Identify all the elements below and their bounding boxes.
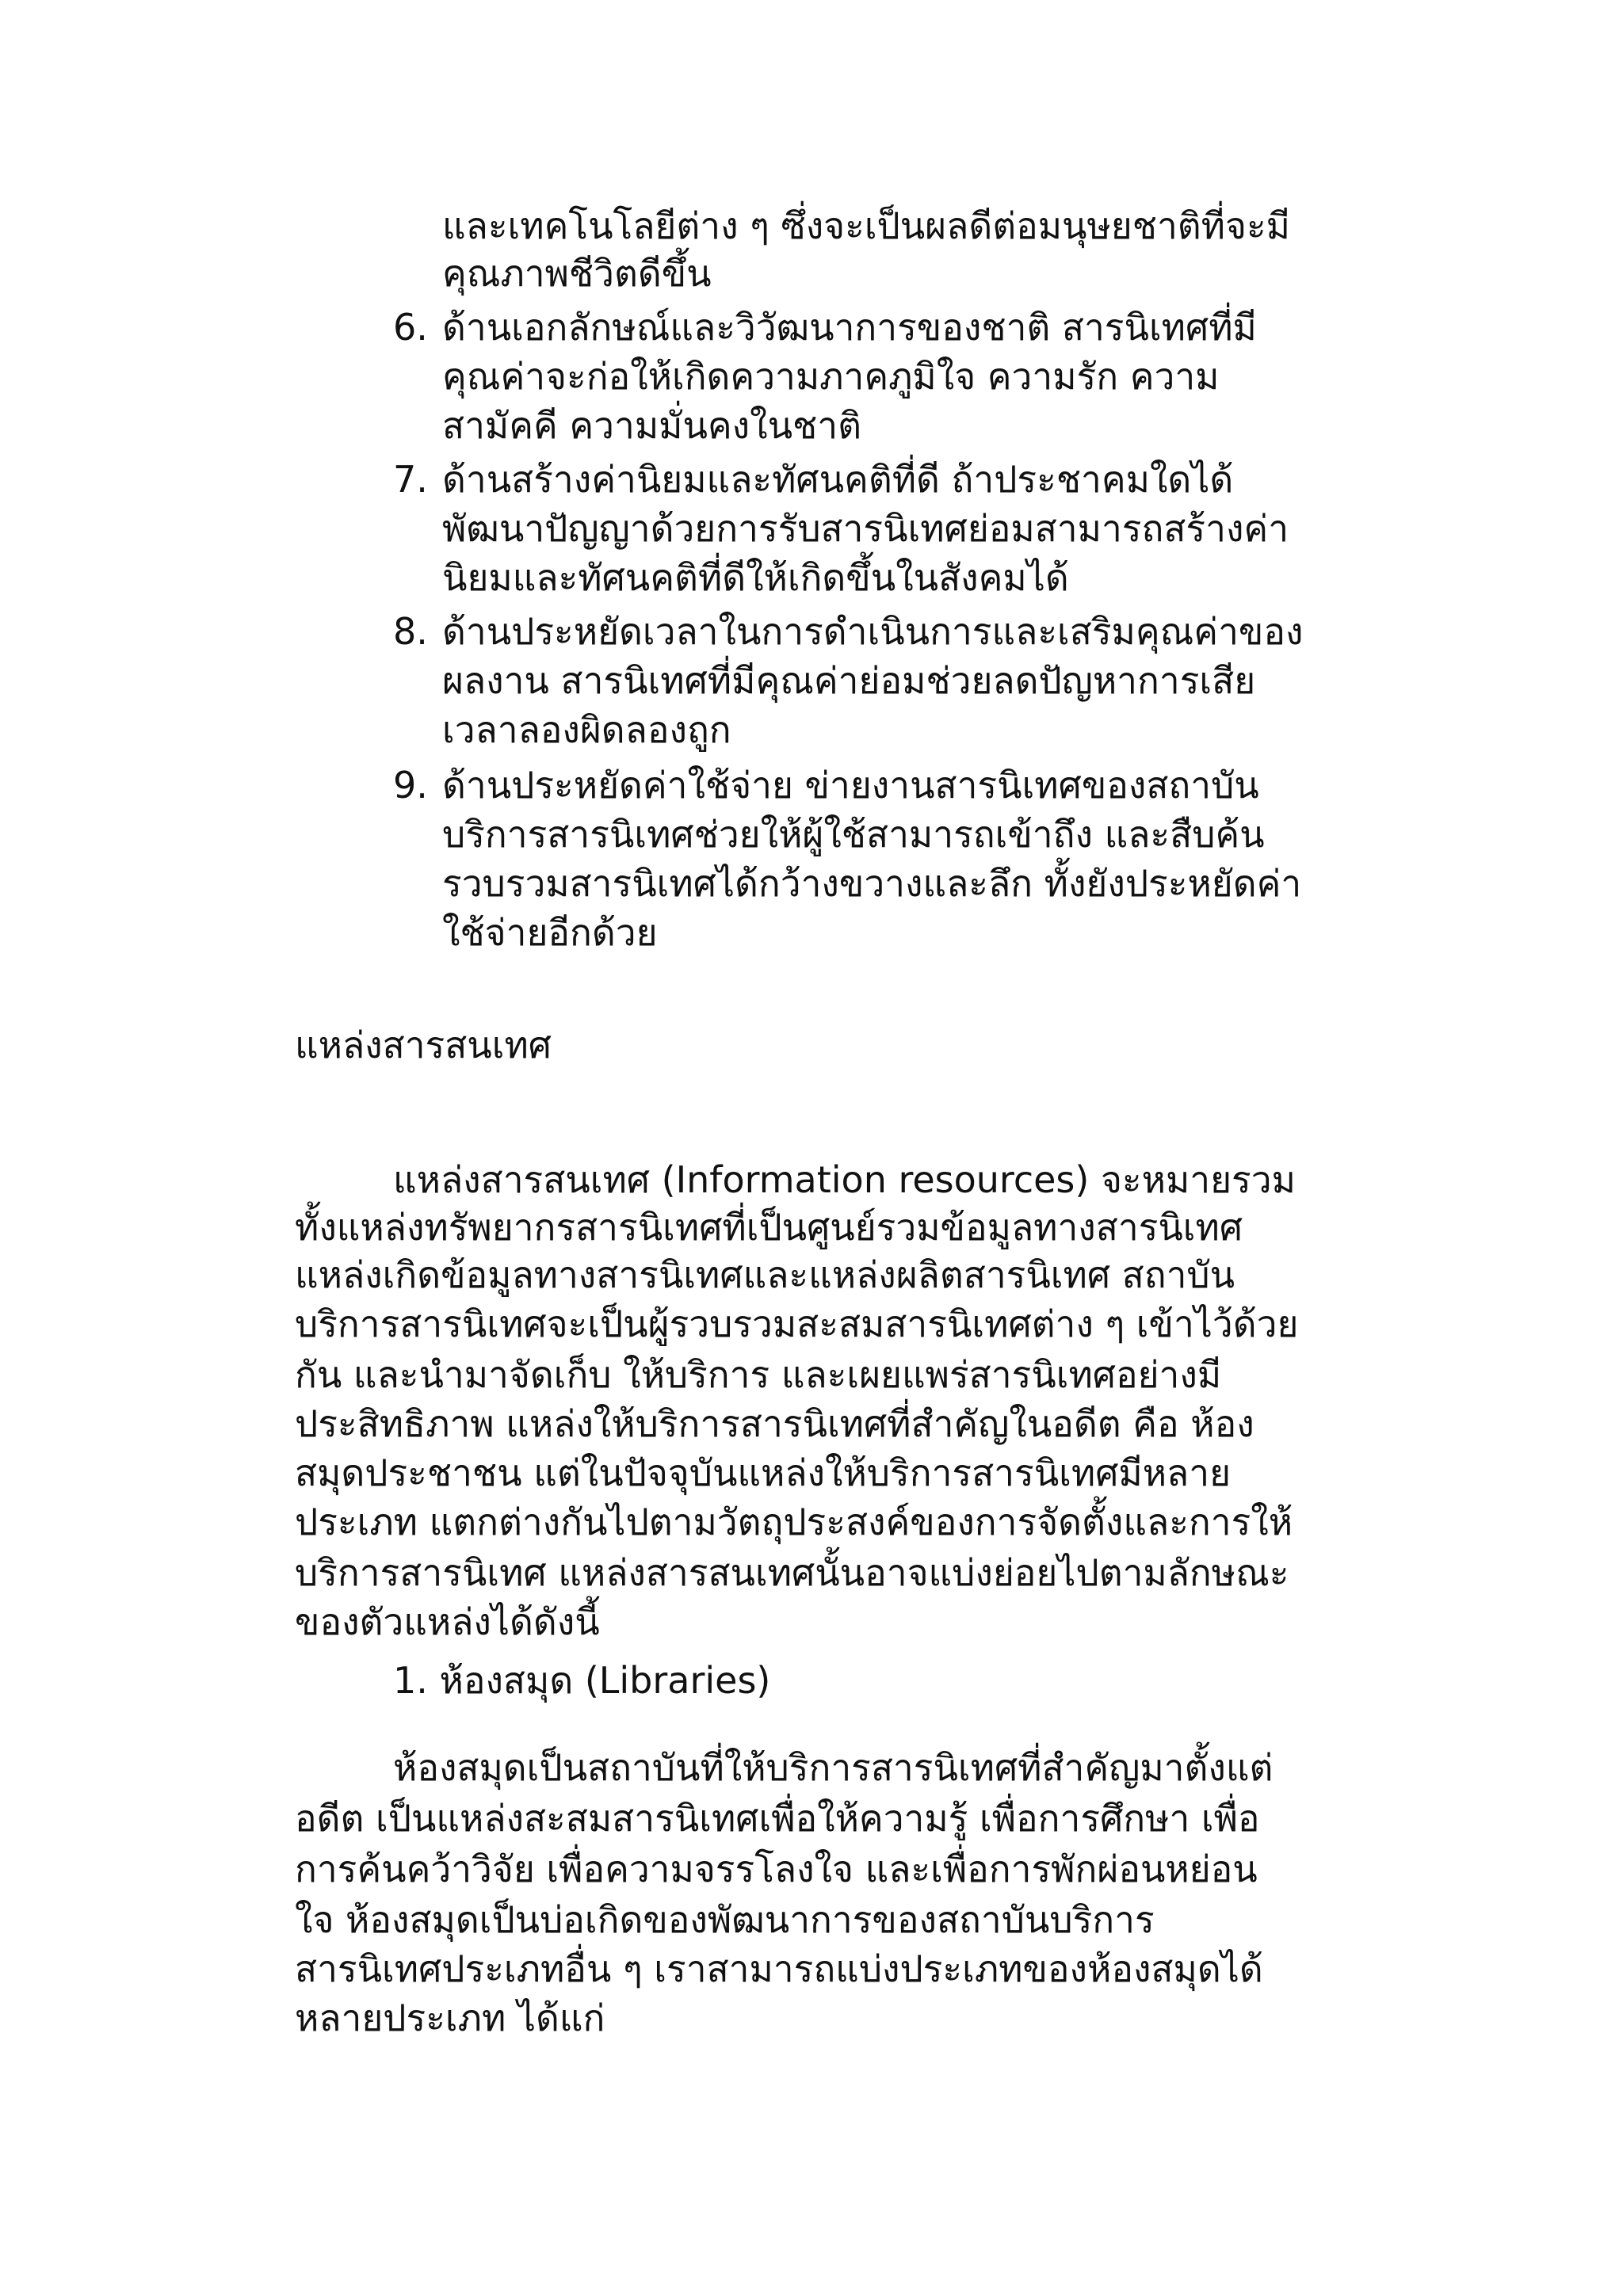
list-item-9-line-2: บริการสารนิเทศช่วยให้ผู้ใช้สามารถเข้าถึง และสืบค้น [442,813,1265,856]
list-item-9-line-1: ด้านประหยัดค่าใช้จ่าย ข่ายงานสารนิเทศของสถาบัน [442,764,1259,807]
list-item-6-number: 6. [393,306,428,349]
paragraph1-line-2: ทั้งแหล่งทรัพยากรสารนิเทศที่เป็นศูนย์รวมข้อมูลทางสารนิเทศ [295,1206,1243,1249]
list-item-8-line-1: ด้านประหยัดเวลาในการดำเนินการและเสริมคุณค่าของ [442,610,1304,653]
list-item-7-line-1: ด้านสร้างค่านิยมและทัศนคติที่ดี ถ้าประชาคมใดได้ [442,458,1234,501]
paragraph2-line-2: อดีต เป็นแหล่งสะสมสารนิเทศเพื่อให้ความรู้ เพื่อการศึกษา เพื่อ [295,1797,1260,1840]
paragraph2-line-4: ใจ ห้องสมุดเป็นบ่อเกิดของพัฒนาการของสถาบันบริการ [295,1898,1155,1941]
paragraph1-line-4: บริการสารนิเทศจะเป็นผู้รวบรวมสะสมสารนิเทศต่าง ๆ เข้าไว้ด้วย [295,1302,1299,1345]
list-item-9-number: 9. [393,764,428,807]
list-item-8-line-2: ผลงาน สารนิเทศที่มีคุณค่าย่อมช่วยลดปัญหาการเสีย [442,659,1256,702]
paragraph1-line-1: แหล่งสารสนเทศ (Information resources) จะหมายรวม [393,1158,1296,1201]
list-item-7-line-3: นิยมและทัศนคติที่ดีให้เกิดขึ้นในสังคมได้ [442,556,1069,599]
list-item-7-number: 7. [393,458,428,501]
paragraph1-line-9: บริการสารนิเทศ แหล่งสารสนเทศนั้นอาจแบ่งย่อยไปตามลักษณะ [295,1551,1289,1594]
paragraph1-line-7: สมุดประชาชน แต่ในปัจจุบันแหล่งให้บริการสารนิเทศมีหลาย [295,1451,1232,1494]
paragraph2-line-5: สารนิเทศประเภทอื่น ๆ เราสามารถแบ่งประเภทของห้องสมุดได้ [295,1947,1263,1990]
list-item-7-line-2: พัฒนาปัญญาด้วยการรับสารนิเทศย่อมสามารถสร้างค่า [442,507,1289,550]
list-item-9-line-4: ใช้จ่ายอีกด้วย [442,911,658,954]
section-heading: แหล่งสารสนเทศ [295,1024,552,1066]
list-continuation-line-1: และเทคโนโลยีต่าง ๆ ซึ่งจะเป็นผลดีต่อมนุษยชาติที่จะมี [442,204,1290,247]
paragraph2-line-1: ห้องสมุดเป็นสถาบันที่ให้บริการสารนิเทศที่สำคัญมาตั้งแต่ [393,1746,1274,1789]
list-item-6-line-3: สามัคคี ความมั่นคงในชาติ [442,404,861,447]
paragraph1-line-10: ของตัวแหล่งได้ดังนี้ [295,1600,600,1643]
sub-item-libraries: 1. ห้องสมุด (Libraries) [393,1659,771,1702]
list-item-6-line-2: คุณค่าจะก่อให้เกิดความภาคภูมิใจ ความรัก ความ [442,355,1220,398]
list-item-6-line-1: ด้านเอกลักษณ์และวิวัฒนาการของชาติ สารนิเทศที่มี [442,306,1257,349]
paragraph1-line-3: แหล่งเกิดข้อมูลทางสารนิเทศและแหล่งผลิตสารนิเทศ สถาบัน [295,1253,1235,1296]
paragraph2-line-3: การค้นคว้าวิจัย เพื่อความจรรโลงใจ และเพื่อการพักผ่อนหย่อน [295,1848,1258,1890]
paragraph1-line-6: ประสิทธิภาพ แหล่งให้บริการสารนิเทศที่สำคัญในอดีต คือ ห้อง [295,1402,1254,1445]
list-continuation-line-2: คุณภาพชีวิตดีขึ้น [442,252,712,295]
list-item-8-number: 8. [393,610,428,653]
list-item-9-line-3: รวบรวมสารนิเทศได้กว้างขวางและลึก ทั้งยังประหยัดค่า [442,862,1302,905]
paragraph2-line-6: หลายประเภท ได้แก่ [295,1997,605,2039]
paragraph1-line-8: ประเภท แตกต่างกันไปตามวัตถุประสงค์ของการจัดตั้งและการให้ [295,1501,1293,1543]
paragraph1-line-5: กัน และนำมาจัดเก็บ ให้บริการ และเผยแพร่สารนิเทศอย่างมี [295,1353,1222,1396]
list-item-8-line-3: เวลาลองผิดลองถูก [442,708,731,751]
